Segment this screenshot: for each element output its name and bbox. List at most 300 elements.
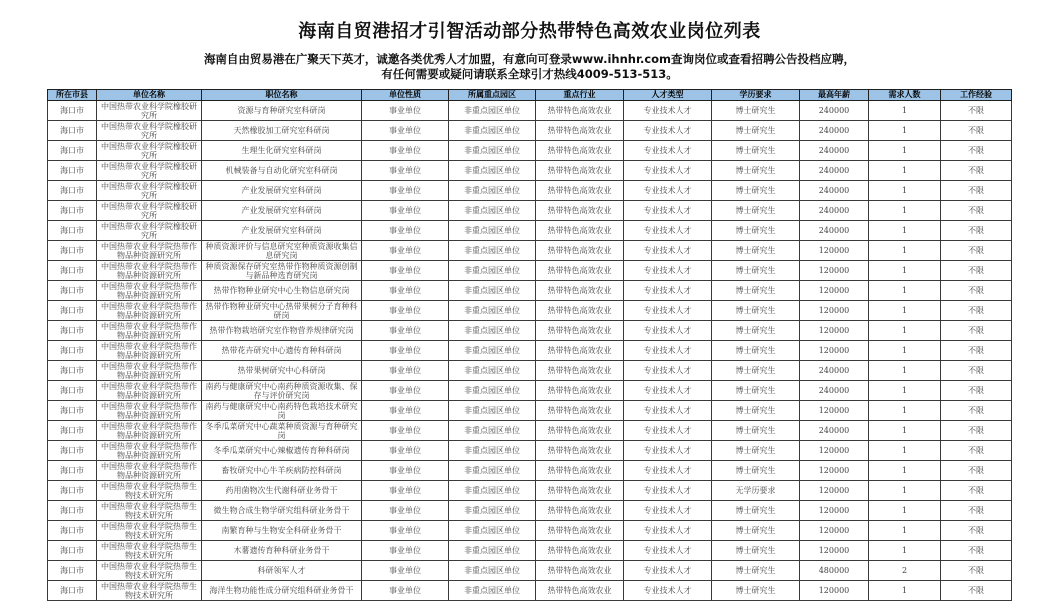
cell-key-industry — [536, 481, 624, 501]
cell-text: 1 — [901, 126, 908, 135]
cell-unit-name — [97, 301, 202, 321]
cell-unit-name — [97, 261, 202, 281]
cell-unit-type — [362, 201, 449, 221]
cell-text: 博士研究生 — [735, 526, 776, 535]
cell-text: 专业技术人才 — [643, 206, 692, 215]
cell-text: 非重点园区单位 — [464, 106, 520, 115]
cell-education — [712, 381, 800, 401]
cell-key-industry — [536, 241, 624, 261]
cell-text: 天然橡胶加工研究室科研岗 — [233, 126, 330, 135]
cell-unit-name — [97, 161, 202, 181]
cell-text: 海口市 — [60, 546, 84, 555]
cell-city — [48, 521, 97, 541]
cell-text: 事业单位 — [389, 146, 421, 155]
cell-text: 不限 — [968, 186, 984, 195]
cell-experience — [941, 161, 1012, 181]
cell-text: 非重点园区单位 — [464, 366, 520, 375]
cell-text: 热带特色高效农业 — [547, 486, 612, 495]
cell-text: 事业单位 — [389, 406, 421, 415]
cell-text: 热带特色高效农业 — [547, 246, 612, 255]
table-row — [48, 441, 1012, 461]
cell-unit-name — [97, 521, 202, 541]
cell-text: 海口市 — [60, 566, 84, 575]
cell-position-name — [202, 361, 362, 381]
table-row — [48, 361, 1012, 381]
cell-headcount — [869, 441, 941, 461]
cell-key-park — [449, 421, 536, 441]
cell-max-salary — [800, 581, 869, 601]
cell-talent-type — [624, 421, 712, 441]
cell-key-industry — [536, 421, 624, 441]
header-headcount: 需求人数 — [869, 90, 941, 101]
cell-text: 专业技术人才 — [643, 266, 692, 275]
cell-text: 专业技术人才 — [643, 386, 692, 395]
cell-experience — [941, 361, 1012, 381]
cell-text: 专业技术人才 — [643, 566, 692, 575]
cell-text: 海口市 — [60, 226, 84, 235]
cell-max-salary — [800, 261, 869, 281]
cell-key-park — [449, 541, 536, 561]
cell-experience — [941, 181, 1012, 201]
cell-text: 120000 — [818, 466, 850, 475]
cell-city — [48, 461, 97, 481]
cell-text: 博士研究生 — [735, 426, 776, 435]
cell-text: 不限 — [968, 146, 984, 155]
cell-max-salary — [800, 101, 869, 121]
cell-key-park — [449, 161, 536, 181]
cell-unit-name — [97, 481, 202, 501]
cell-text: 120000 — [818, 506, 850, 515]
cell-unit-type — [362, 421, 449, 441]
cell-experience — [941, 101, 1012, 121]
cell-experience — [941, 221, 1012, 241]
cell-text: 120000 — [818, 246, 850, 255]
cell-experience — [941, 241, 1012, 261]
cell-city — [48, 101, 97, 121]
cell-talent-type — [624, 281, 712, 301]
cell-text: 中国热带农业科学院热带作物品种资源研究所 — [101, 281, 197, 300]
cell-text: 240000 — [818, 146, 850, 155]
cell-unit-type — [362, 561, 449, 581]
cell-text: 热带作物种业研究中心生物信息研究岗 — [213, 286, 350, 295]
cell-text: 中国热带农业科学院热带生物技术研究所 — [101, 541, 197, 560]
cell-key-park — [449, 481, 536, 501]
cell-text: 中国热带农业科学院橡胶研究所 — [101, 101, 197, 120]
cell-text: 非重点园区单位 — [464, 546, 520, 555]
cell-text: 博士研究生 — [735, 306, 776, 315]
cell-position-name — [202, 341, 362, 361]
header-education: 学历要求 — [712, 90, 800, 101]
cell-text: 事业单位 — [389, 546, 421, 555]
cell-key-park — [449, 441, 536, 461]
cell-text: 中国热带农业科学院热带作物品种资源研究所 — [101, 421, 197, 440]
cell-text: 不限 — [968, 246, 984, 255]
cell-city — [48, 261, 97, 281]
cell-experience — [941, 321, 1012, 341]
cell-max-salary — [800, 441, 869, 461]
cell-education — [712, 241, 800, 261]
table-row — [48, 161, 1012, 181]
cell-max-salary — [800, 381, 869, 401]
cell-headcount — [869, 541, 941, 561]
cell-text: 专业技术人才 — [643, 366, 692, 375]
cell-text: 热带特色高效农业 — [547, 326, 612, 335]
cell-city — [48, 561, 97, 581]
cell-text: 产业发展研究室科研岗 — [241, 186, 322, 195]
cell-text: 专业技术人才 — [643, 126, 692, 135]
cell-talent-type — [624, 401, 712, 421]
cell-text: 热带特色高效农业 — [547, 526, 612, 535]
cell-position-name — [202, 181, 362, 201]
cell-education — [712, 361, 800, 381]
cell-city — [48, 401, 97, 421]
cell-key-industry — [536, 261, 624, 281]
cell-city — [48, 581, 97, 601]
cell-city — [48, 121, 97, 141]
cell-city — [48, 281, 97, 301]
cell-text: 事业单位 — [389, 186, 421, 195]
cell-max-salary — [800, 421, 869, 441]
cell-text: 海口市 — [60, 346, 84, 355]
cell-text: 产业发展研究室科研岗 — [241, 206, 322, 215]
cell-text: 专业技术人才 — [643, 246, 692, 255]
cell-text: 热带特色高效农业 — [547, 406, 612, 415]
cell-text: 博士研究生 — [735, 506, 776, 515]
cell-max-salary — [800, 541, 869, 561]
cell-text: 事业单位 — [389, 366, 421, 375]
cell-experience — [941, 441, 1012, 461]
cell-education — [712, 561, 800, 581]
cell-unit-name — [97, 401, 202, 421]
cell-text: 药用菌物次生代谢科研业务骨干 — [225, 486, 338, 495]
cell-text: 专业技术人才 — [643, 186, 692, 195]
cell-text: 南繁育种与生物安全科研业务骨干 — [221, 526, 342, 535]
cell-unit-type — [362, 441, 449, 461]
cell-text: 冬季瓜菜研究中心辣椒遗传育种科研岗 — [213, 446, 350, 455]
cell-text: 事业单位 — [389, 566, 421, 575]
cell-education — [712, 321, 800, 341]
table-row — [48, 201, 1012, 221]
cell-education — [712, 281, 800, 301]
cell-text: 120000 — [818, 446, 850, 455]
cell-headcount — [869, 521, 941, 541]
cell-text: 海口市 — [60, 386, 84, 395]
cell-headcount — [869, 141, 941, 161]
cell-text: 海口市 — [60, 526, 84, 535]
cell-text: 非重点园区单位 — [464, 146, 520, 155]
table-row — [48, 301, 1012, 321]
cell-text: 非重点园区单位 — [464, 426, 520, 435]
cell-text: 1 — [901, 106, 908, 115]
cell-text: 热带特色高效农业 — [547, 546, 612, 555]
cell-unit-name — [97, 101, 202, 121]
cell-headcount — [869, 161, 941, 181]
cell-text: 热带特色高效农业 — [547, 146, 612, 155]
cell-text: 不限 — [968, 426, 984, 435]
cell-text: 中国热带农业科学院热带生物技术研究所 — [101, 561, 197, 580]
cell-text: 专业技术人才 — [643, 166, 692, 175]
cell-text: 不限 — [968, 486, 984, 495]
cell-text: 非重点园区单位 — [464, 446, 520, 455]
cell-education — [712, 301, 800, 321]
table-row — [48, 141, 1012, 161]
cell-key-industry — [536, 341, 624, 361]
cell-text: 非重点园区单位 — [464, 346, 520, 355]
page-subtitle — [0, 52, 1059, 82]
cell-text: 海口市 — [60, 286, 84, 295]
cell-text: 240000 — [818, 106, 850, 115]
cell-text: 热带作物种业研究中心热带果树分子育种科研岗 — [205, 301, 358, 320]
table-row — [48, 481, 1012, 501]
cell-text: 海口市 — [60, 206, 84, 215]
cell-text: 微生物合成生物学研究组科研业务骨干 — [213, 506, 350, 515]
cell-text: 热带花卉研究中心遗传育种科研岗 — [221, 346, 342, 355]
cell-experience — [941, 521, 1012, 541]
cell-position-name — [202, 541, 362, 561]
cell-education — [712, 521, 800, 541]
cell-talent-type — [624, 241, 712, 261]
cell-key-industry — [536, 301, 624, 321]
cell-text: 产业发展研究室科研岗 — [241, 226, 322, 235]
cell-education — [712, 221, 800, 241]
cell-unit-name — [97, 141, 202, 161]
cell-text: 事业单位 — [389, 586, 421, 595]
cell-unit-type — [362, 341, 449, 361]
cell-text: 1 — [901, 546, 908, 555]
cell-position-name — [202, 581, 362, 601]
cell-key-park — [449, 101, 536, 121]
cell-text: 非重点园区单位 — [464, 226, 520, 235]
cell-text: 非重点园区单位 — [464, 166, 520, 175]
cell-key-park — [449, 141, 536, 161]
cell-talent-type — [624, 381, 712, 401]
cell-key-industry — [536, 141, 624, 161]
cell-text: 事业单位 — [389, 226, 421, 235]
cell-text: 木薯遗传育种科研业务骨干 — [233, 546, 330, 555]
cell-unit-name — [97, 121, 202, 141]
cell-text: 海口市 — [60, 506, 84, 515]
cell-talent-type — [624, 361, 712, 381]
cell-key-industry — [536, 381, 624, 401]
cell-education — [712, 461, 800, 481]
cell-unit-type — [362, 481, 449, 501]
cell-position-name — [202, 241, 362, 261]
cell-position-name — [202, 561, 362, 581]
cell-position-name — [202, 221, 362, 241]
cell-talent-type — [624, 481, 712, 501]
cell-text: 专业技术人才 — [643, 286, 692, 295]
cell-headcount — [869, 181, 941, 201]
cell-unit-type — [362, 301, 449, 321]
cell-text: 博士研究生 — [735, 126, 776, 135]
cell-key-industry — [536, 441, 624, 461]
cell-unit-name — [97, 501, 202, 521]
cell-unit-type — [362, 541, 449, 561]
cell-text: 1 — [901, 246, 908, 255]
cell-text: 不限 — [968, 326, 984, 335]
cell-text: 不限 — [968, 566, 984, 575]
cell-headcount — [869, 261, 941, 281]
cell-text: 1 — [901, 226, 908, 235]
cell-text: 海口市 — [60, 406, 84, 415]
cell-unit-type — [362, 381, 449, 401]
cell-text: 不限 — [968, 126, 984, 135]
cell-unit-name — [97, 581, 202, 601]
cell-text: 中国热带农业科学院热带生物技术研究所 — [101, 581, 197, 600]
header-max-salary: 最高年薪 — [800, 90, 869, 101]
cell-text: 热带特色高效农业 — [547, 446, 612, 455]
cell-text: 非重点园区单位 — [464, 386, 520, 395]
cell-text: 不限 — [968, 526, 984, 535]
cell-key-industry — [536, 281, 624, 301]
cell-text: 热带特色高效农业 — [547, 186, 612, 195]
cell-education — [712, 501, 800, 521]
cell-key-industry — [536, 361, 624, 381]
cell-text: 博士研究生 — [735, 166, 776, 175]
cell-city — [48, 301, 97, 321]
cell-key-industry — [536, 221, 624, 241]
cell-headcount — [869, 101, 941, 121]
cell-key-industry — [536, 501, 624, 521]
cell-position-name — [202, 261, 362, 281]
cell-text: 1 — [901, 486, 908, 495]
cell-text: 无学历要求 — [735, 486, 776, 495]
cell-text: 博士研究生 — [735, 386, 776, 395]
cell-experience — [941, 581, 1012, 601]
cell-text: 专业技术人才 — [643, 466, 692, 475]
cell-text: 240000 — [818, 426, 850, 435]
table-header-row — [48, 90, 1012, 101]
cell-key-industry — [536, 181, 624, 201]
cell-text: 热带特色高效农业 — [547, 266, 612, 275]
table-row — [48, 241, 1012, 261]
cell-max-salary — [800, 241, 869, 261]
cell-text: 事业单位 — [389, 266, 421, 275]
cell-key-park — [449, 361, 536, 381]
cell-text: 博士研究生 — [735, 586, 776, 595]
cell-headcount — [869, 241, 941, 261]
cell-talent-type — [624, 581, 712, 601]
cell-headcount — [869, 501, 941, 521]
cell-text: 非重点园区单位 — [464, 186, 520, 195]
cell-city — [48, 381, 97, 401]
cell-key-industry — [536, 101, 624, 121]
cell-text: 热带特色高效农业 — [547, 386, 612, 395]
cell-text: 不限 — [968, 506, 984, 515]
cell-unit-name — [97, 421, 202, 441]
cell-headcount — [869, 361, 941, 381]
cell-position-name — [202, 441, 362, 461]
cell-position-name — [202, 321, 362, 341]
cell-text: 专业技术人才 — [643, 506, 692, 515]
cell-text: 不限 — [968, 106, 984, 115]
cell-key-industry — [536, 161, 624, 181]
cell-text: 中国热带农业科学院热带生物技术研究所 — [101, 481, 197, 500]
cell-text: 种质资源评价与信息研究室种质资源收集信息研究岗 — [205, 241, 358, 260]
cell-key-park — [449, 381, 536, 401]
cell-text: 热带特色高效农业 — [547, 506, 612, 515]
cell-text: 非重点园区单位 — [464, 266, 520, 275]
cell-key-park — [449, 281, 536, 301]
cell-text: 海口市 — [60, 266, 84, 275]
cell-unit-type — [362, 221, 449, 241]
cell-text: 不限 — [968, 386, 984, 395]
header-unit-type: 单位性质 — [362, 90, 449, 101]
cell-text: 博士研究生 — [735, 406, 776, 415]
table-row — [48, 381, 1012, 401]
cell-key-industry — [536, 521, 624, 541]
cell-unit-type — [362, 161, 449, 181]
cell-text: 中国热带农业科学院热带作物品种资源研究所 — [101, 381, 197, 400]
cell-education — [712, 581, 800, 601]
cell-key-park — [449, 321, 536, 341]
cell-talent-type — [624, 561, 712, 581]
cell-text: 事业单位 — [389, 386, 421, 395]
cell-unit-name — [97, 361, 202, 381]
cell-unit-name — [97, 321, 202, 341]
cell-city — [48, 441, 97, 461]
cell-text: 中国热带农业科学院热带作物品种资源研究所 — [101, 321, 197, 340]
cell-experience — [941, 541, 1012, 561]
cell-text: 海洋生物功能性成分研究组科研业务骨干 — [209, 586, 354, 595]
cell-unit-type — [362, 181, 449, 201]
header-unit-name: 单位名称 — [97, 90, 202, 101]
cell-text: 120000 — [818, 306, 850, 315]
cell-text: 1 — [901, 326, 908, 335]
cell-position-name — [202, 201, 362, 221]
cell-talent-type — [624, 341, 712, 361]
cell-text: 120000 — [818, 546, 850, 555]
cell-text: 科研领军人才 — [257, 566, 306, 575]
cell-max-salary — [800, 521, 869, 541]
table-row — [48, 401, 1012, 421]
cell-text: 不限 — [968, 346, 984, 355]
cell-unit-name — [97, 181, 202, 201]
cell-key-industry — [536, 401, 624, 421]
cell-education — [712, 341, 800, 361]
cell-text: 专业技术人才 — [643, 586, 692, 595]
cell-text: 1 — [901, 466, 908, 475]
cell-experience — [941, 281, 1012, 301]
cell-experience — [941, 501, 1012, 521]
cell-text: 海口市 — [60, 326, 84, 335]
cell-position-name — [202, 281, 362, 301]
cell-key-park — [449, 401, 536, 421]
cell-position-name — [202, 521, 362, 541]
cell-text: 事业单位 — [389, 446, 421, 455]
cell-headcount — [869, 581, 941, 601]
cell-city — [48, 541, 97, 561]
cell-text: 博士研究生 — [735, 226, 776, 235]
cell-text: 非重点园区单位 — [464, 566, 520, 575]
cell-max-salary — [800, 281, 869, 301]
cell-text: 博士研究生 — [735, 146, 776, 155]
cell-text: 1 — [901, 166, 908, 175]
cell-position-name — [202, 101, 362, 121]
cell-text: 热带特色高效农业 — [547, 586, 612, 595]
cell-text: 热带作物栽培研究室作物营养规律研究岗 — [209, 326, 354, 335]
cell-text: 事业单位 — [389, 166, 421, 175]
cell-talent-type — [624, 141, 712, 161]
cell-headcount — [869, 321, 941, 341]
header-talent-type: 人才类型 — [624, 90, 712, 101]
cell-text: 事业单位 — [389, 286, 421, 295]
cell-text: 博士研究生 — [735, 466, 776, 475]
cell-text: 热带特色高效农业 — [547, 226, 612, 235]
cell-text: 非重点园区单位 — [464, 486, 520, 495]
cell-unit-name — [97, 561, 202, 581]
cell-unit-name — [97, 381, 202, 401]
